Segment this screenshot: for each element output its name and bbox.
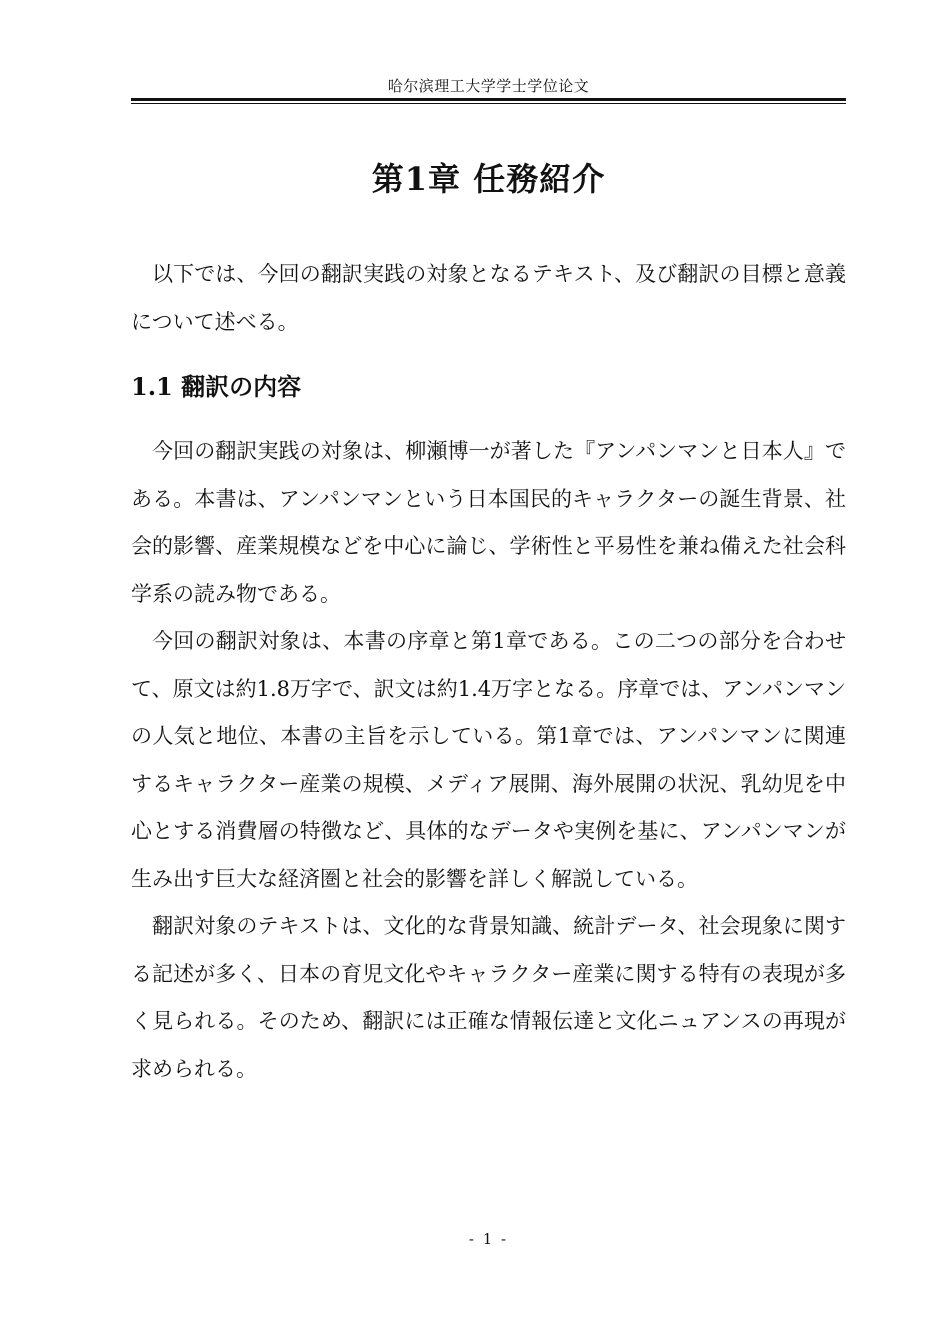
intro-paragraph: 以下では、今回の翻訳実践の対象となるテキスト、及び翻訳の目標と意義について述べる。 xyxy=(131,262,846,334)
running-header: 哈尔滨理工大学学士学位论文 xyxy=(387,77,590,95)
header-rule-thin xyxy=(131,103,846,104)
chapter-title: 第1章 任務紹介 xyxy=(371,160,606,198)
body-paragraph-3: 翻訳対象のテキストは、文化的な背景知識、統計データ、社会現象に関する記述が多く、日本の育児文化やキャラクター産業に関する特有の表現が多く見られる。そのため、翻訳には正確な情報伝達と文化ニュアンスの再現が求められる。 xyxy=(131,914,846,1081)
section-body xyxy=(131,428,846,1093)
section-heading: 1.1 翻訳の内容 xyxy=(131,372,302,401)
page-number: - 1 - xyxy=(468,1230,509,1248)
body-paragraph-2: 今回の翻訳対象は、本書の序章と第1章である。この二つの部分を合わせて、原文は約1.8万字で、訳文は約1.4万字となる。序章では、アンパンマンの人気と地位、本書の主旨を示している。第1章では、アンパンマンに関連するキャラクター産業の規模、メディア展開、海外展開の状況、乳幼児を中心とする消費層の特徴など、具体的なデータや実例を基に、アンパンマンが生み出す巨大な経済圏と社会的影響を詳しく解説している。 xyxy=(131,629,846,891)
body-paragraph-1: 今回の翻訳実践の対象は、柳瀬博一が著した『アンパンマンと日本人』である。本書は、アンパンマンという日本国民的キャラクターの誕生背景、社会的影響、産業規模などを中心に論じ、学術性と平易性を兼ね備えた社会科学系の読み物である。 xyxy=(131,439,846,606)
intro-block xyxy=(131,251,846,346)
header-rule-thick xyxy=(131,98,846,101)
